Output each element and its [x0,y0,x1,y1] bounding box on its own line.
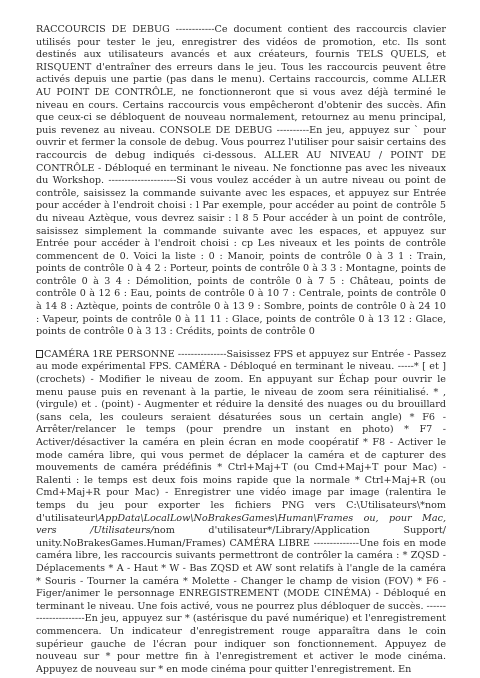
camera-paragraph [36,349,446,676]
debug-shortcuts-paragraph [36,24,446,339]
camera-text-part1: CAMÉRA 1RE PERSONNE ---------------Saisissez FPS et appuyez sur Entrée - Passez au mode expérimental FPS. CAMÉRA - Débloqué en terminant le niveau. -----* [ et ] (crochets) - Modifier le niveau de zoom. En appuyant sur Échap pour ouvrir le menu pause puis en revenant à la partie, le niveau de zoom sera réinitialisé. * , (virgule) et . (point) - Augmenter et réduire la densité des nuages ou du brouillard (sans cela, les couleurs seraient désaturées sous un certain angle) * F6 - Arrêter/relancer le temps (pour prendre un instant en photo) * F7 - Activer/désactiver la caméra en plein écran en mode coopératif * F8 - Activer le mode caméra libre, qui vous permet de déplacer la caméra et de capturer des mouvements de caméra prédéfinis * Ctrl+Maj+T (ou Cmd+Maj+T pour Mac) - Ralenti : le temps est deux fois moins rapide que la normale * Ctrl+Maj+R (ou Cmd+Maj+R pour Mac) - Enregistrer une vidéo image par image (ralentira le temps du jeu pour exporter les fichiers PNG vers C:\Utilisateurs\*nom d'utilisateur [36,348,446,524]
debug-shortcuts-text: RACCOURCIS DE DEBUG ------------Ce document contient des raccourcis clavier utilisés pour tester le jeu, enregistrer des vidéos de promotion, etc. Ils sont destinés aux utilisateurs avancés et aux créateurs, fournis TELS QUELS, et RISQUENT d'entraîner des erreurs dans le jeu. Tous les raccourcis peuvent être activés depuis une partie (pas dans le menu). Certains raccourcis, comme ALLER AU POINT DE CONTRÔLE, ne fonctionneront que si vous avez déjà terminé le niveau en cours. Certains raccourcis vous empêcheront d'obtenir des succès. Afin que ceux-ci se débloquent de nouveau normalement, retournez au menu principal, puis revenez au niveau. CONSOLE DE DEBUG ----------En jeu, appuyez sur ` pour ouvrir et fermer la console de debug. Vous pourrez l'utiliser pour saisir certains des raccourcis de debug indiqués ci-dessous. ALLER AU NIVEAU / POINT DE CONTRÔLE - Débloqué en terminant le niveau. Ne fonctionne pas avec les niveaux du Workshop. ---------------------Si vous voulez accéder à un autre niveau ou point de contrôle, saisissez la commande suivante avec les espaces, et appuyez sur Entrée pour accéder à l'endroit choisi : l Par exemple, pour accéder au point de contrôle 5 du niveau Aztèque, vous devrez saisir : l 8 5 Pour accéder à un point de contrôle, saisissez simplement la commande suivante avec les espaces, et appuyez sur Entrée pour accéder à l'endroit choisi : cp Les niveaux et les points de contrôle commencent de 0. Voici la liste : 0 : Manoir, points de contrôle 0 à 3 1 : Train, points de contrôle 0 à 4 2 : Porteur, points de contrôle 0 à 3 3 : Montagne, points de contrôle 0 à 3 4 : Démolition, points de contrôle 0 à 7 5 : Château, points de contrôle 0 à 12 6 : Eau, points de contrôle 0 à 10 7 : Centrale, points de contrôle 0 à 14 8 : Aztèque, points de contrôle 0 à 13 9 : Sombre, points de contrôle 0 à 24 10 : Vapeur, points de contrôle 0 à 11 11 : Glace, points de contrôle 0 à 13 12 : Glace, points de contrôle 0 à 3 13 : Crédits, points de contrôle 0 [36,24,446,338]
missing-glyph-icon [36,350,43,358]
camera-text-path: \AppData\LocalLow\NoBrakesGames\Human\Frames ou, pour Mac, vers /Utilisateurs/ [36,512,446,537]
camera-text-part2: nom d'utilisateur*/Library/Application Support/ unity.NoBrakesGames.Human/Frames) CAMÉRA LIBRE --------------Une fois en mode caméra libre, les raccourcis suivants permettront de contrôler la caméra : * ZQSD - Déplacements * A - Haut * W - Bas ZQSD et AW sont relatifs à l'angle de la caméra * Souris - Tourner la caméra * Molette - Changer le champ de vision (FOV) * F6 - Figer/animer le personnage ENREGISTREMENT (MODE CINÉMA) - Débloqué en terminant le niveau. Une fois activé, vous ne pourrez plus débloquer de succès. ---------------------En jeu, appuyez sur * (astérisque du pavé numérique) et l'enregistrement commencera. Un indicateur d'enregistrement rouge apparaîtra dans le coin supérieur gauche de l'écran pour indiquer son fonctionnement. Appuyez de nouveau sur * pour mettre fin à l'enregistrement et activer le mode cinéma. Appuyez de nouveau sur * en mode cinéma pour quitter l'enregistrement. En [36,525,446,675]
